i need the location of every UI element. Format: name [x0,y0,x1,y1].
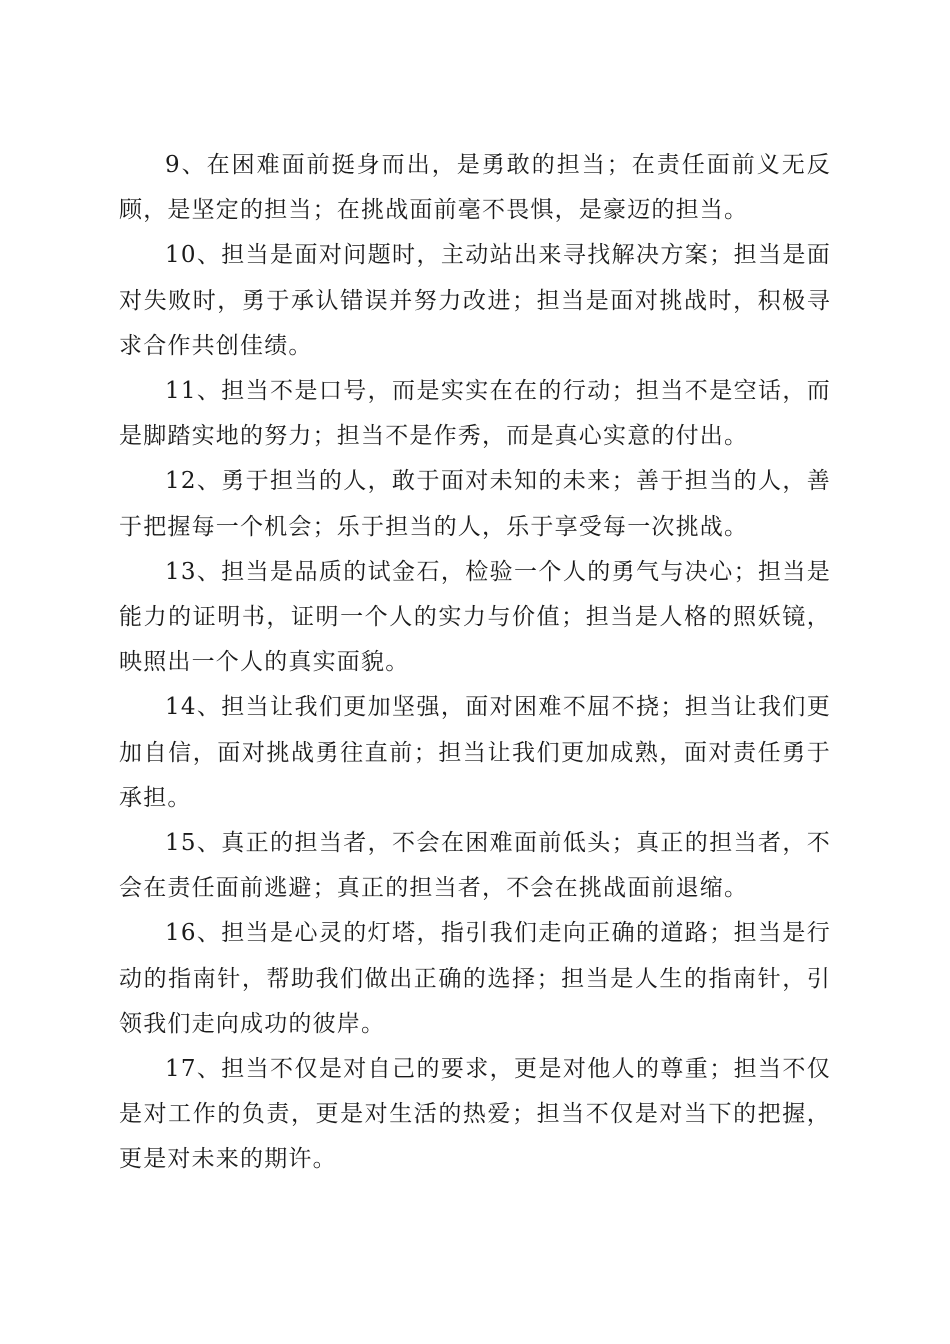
paragraph-13: 13、担当是品质的试金石，检验一个人的勇气与决心；担当是能力的证明书，证明一个人的实力与价值；担当是人格的照妖镜，映照出一个人的真实面貌。 [119,558,831,676]
paragraph-17: 17、担当不仅是对自己的要求，更是对他人的尊重；担当不仅是对工作的负责，更是对生活的热爱；担当不仅是对当下的把握，更是对未来的期许。 [119,1056,831,1173]
paragraph-9: 9、在困难面前挺身而出，是勇敢的担当；在责任面前义无反顾，是坚定的担当；在挑战面前毫不畏惧，是豪迈的担当。 [119,152,831,224]
paragraph-10: 10、担当是面对问题时，主动站出来寻找解决方案；担当是面对失败时，勇于承认错误并努力改进；担当是面对挑战时，积极寻求合作共创佳绩。 [119,242,831,359]
paragraph-16: 16、担当是心灵的灯塔，指引我们走向正确的道路；担当是行动的指南针，帮助我们做出正确的选择；担当是人生的指南针，引领我们走向成功的彼岸。 [119,920,831,1037]
paragraph-14: 14、担当让我们更加坚强，面对困难不屈不挠；担当让我们更加自信，面对挑战勇往直前；担当让我们更加成熟，面对责任勇于承担。 [119,694,831,811]
paragraph-11: 11、担当不是口号，而是实实在在的行动；担当不是空话，而是脚踏实地的努力；担当不是作秀，而是真心实意的付出。 [119,378,831,450]
paragraph-15: 15、真正的担当者，不会在困难面前低头；真正的担当者，不会在责任面前逃避；真正的担当者，不会在挑战面前退缩。 [119,830,831,902]
paragraph-12: 12、勇于担当的人，敢于面对未知的未来；善于担当的人，善于把握每一个机会；乐于担当的人，乐于享受每一次挑战。 [119,468,831,540]
